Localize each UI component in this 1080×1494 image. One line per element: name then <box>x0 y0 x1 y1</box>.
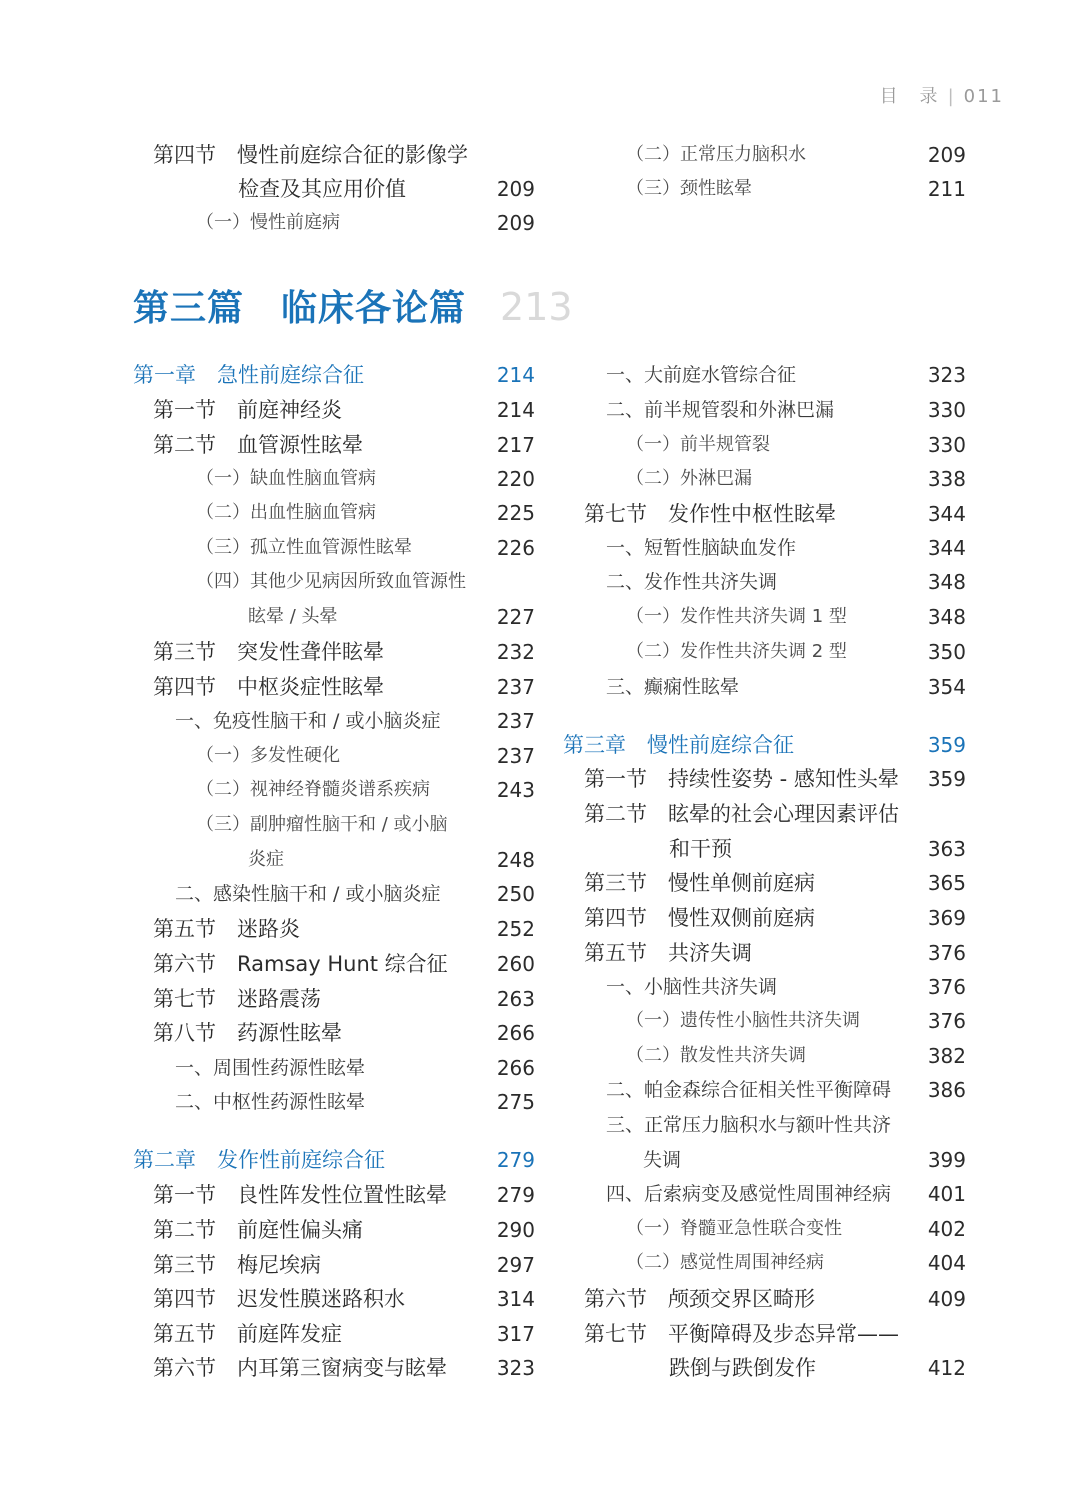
toc-entry-page: 344 <box>927 536 966 560</box>
toc-entry-title: 三、癫痫性眩晕 <box>606 676 740 698</box>
toc-entry-title: 第四节 慢性双侧前庭病 <box>584 906 815 930</box>
toc-entry-sub1 <box>606 567 966 597</box>
toc-entry-sub2 <box>626 140 966 170</box>
toc-entry-sub2 <box>248 602 535 632</box>
toc-entry-title: 炎症 <box>248 849 284 870</box>
toc-entry-section <box>153 395 535 425</box>
toc-entry-page: 354 <box>927 675 966 699</box>
toc-entry-title: 第六节 Ramsay Hunt 综合征 <box>153 952 448 976</box>
toc-entry-page: 220 <box>496 467 535 491</box>
toc-entry-page: 266 <box>496 1021 535 1045</box>
toc-entry-page: 279 <box>496 1148 535 1172</box>
toc-entry-title: （一）前半规管裂 <box>626 434 770 455</box>
toc-entry-title: 第三节 突发性聋伴眩晕 <box>153 640 384 664</box>
toc-entry-page: 252 <box>496 917 535 941</box>
toc-entry-page: 232 <box>496 640 535 664</box>
part-title: 第三篇 临床各论篇 <box>133 288 467 329</box>
toc-entry-title: 第一节 持续性姿势 - 感知性头晕 <box>584 767 899 791</box>
toc-entry-page: 317 <box>496 1322 535 1346</box>
toc-entry-title: 失调 <box>643 1149 682 1171</box>
toc-entry-sub2 <box>626 1214 966 1244</box>
toc-entry-sub1 <box>606 1075 966 1105</box>
toc-entry-title: 第七节 发作性中枢性眩晕 <box>584 502 836 526</box>
toc-entry-sub1 <box>606 533 966 563</box>
toc-entry-section <box>584 1284 966 1314</box>
toc-entry-page: 386 <box>927 1078 966 1102</box>
toc-entry-title: 第四节 慢性前庭综合征的影像学 <box>153 143 468 167</box>
toc-entry-sub2 <box>196 810 535 840</box>
toc-entry-title: 第五节 共济失调 <box>584 941 752 965</box>
toc-entry-title: 检查及其应用价值 <box>238 177 406 201</box>
toc-entry-sub2 <box>626 1006 966 1036</box>
toc-entry-title: 第二节 血管源性眩晕 <box>153 433 363 457</box>
toc-entry-page: 402 <box>927 1217 966 1241</box>
toc-entry-chapter <box>133 1145 535 1175</box>
toc-entry-page: 297 <box>496 1253 535 1277</box>
toc-entry-section <box>153 672 535 702</box>
toc-entry-sub1 <box>175 1053 535 1083</box>
toc-entry-title: 一、大前庭水管综合征 <box>606 364 797 386</box>
toc-entry-title: 二、前半规管裂和外淋巴漏 <box>606 399 835 421</box>
toc-entry-sub2 <box>196 533 535 563</box>
toc-entry-title: （三）孤立性血管源性眩晕 <box>196 537 412 558</box>
toc-entry-section <box>584 868 966 898</box>
toc-entry-title: （四）其他少见病因所致血管源性 <box>196 571 466 592</box>
toc-entry-sub2 <box>196 498 535 528</box>
toc-entry-section <box>584 1319 966 1349</box>
toc-entry-title: （二）正常压力脑积水 <box>626 144 806 165</box>
toc-entry-sub1 <box>175 706 535 736</box>
toc-entry-chapter <box>133 360 535 390</box>
toc-entry-title: （一）发作性共济失调 1 型 <box>626 606 847 627</box>
toc-entry-page: 382 <box>927 1044 966 1068</box>
toc-entry-section <box>584 799 966 829</box>
toc-entry-title: 第一章 急性前庭综合征 <box>133 363 364 387</box>
toc-entry-sub2 <box>626 637 966 667</box>
toc-entry-sub1 <box>606 395 966 425</box>
toc-entry-section <box>584 764 966 794</box>
toc-entry-section <box>153 637 535 667</box>
toc-entry-section <box>584 938 966 968</box>
toc-entry-page: 404 <box>927 1251 966 1275</box>
toc-entry-title: 和干预 <box>669 837 732 861</box>
toc-entry-page: 359 <box>927 733 966 757</box>
toc-entry-title: 一、周围性药源性眩晕 <box>175 1057 366 1079</box>
toc-entry-title: 第四节 迟发性膜迷路积水 <box>153 1287 405 1311</box>
toc-entry-section <box>153 1319 535 1349</box>
toc-entry-page: 344 <box>927 502 966 526</box>
toc-entry-page: 209 <box>496 177 535 201</box>
toc-entry-sub1 <box>606 1179 966 1209</box>
toc-entry-section <box>153 949 535 979</box>
toc-entry-page: 263 <box>496 987 535 1011</box>
running-header <box>880 82 1004 108</box>
toc-entry-title: （二）感觉性周围神经病 <box>626 1252 824 1273</box>
toc-entry-title: 二、帕金森综合征相关性平衡障碍 <box>606 1079 892 1101</box>
toc-entry-title: （二）散发性共济失调 <box>626 1045 806 1066</box>
toc-entry-title: 一、小脑性共济失调 <box>606 976 778 998</box>
toc-entry-sub2 <box>626 174 966 204</box>
toc-entry-page: 363 <box>927 837 966 861</box>
toc-entry-title: 第三节 梅尼埃病 <box>153 1253 321 1277</box>
toc-entry-page: 237 <box>496 744 535 768</box>
toc-entry-title: （一）慢性前庭病 <box>196 212 340 233</box>
toc-entry-title: （一）多发性硬化 <box>196 745 340 766</box>
toc-entry-section <box>153 1353 535 1383</box>
toc-entry-sub2 <box>196 567 535 597</box>
toc-entry-title: 第六节 颅颈交界区畸形 <box>584 1287 815 1311</box>
toc-entry-sub1 <box>175 879 535 909</box>
toc-entry-page: 279 <box>496 1183 535 1207</box>
toc-entry-page: 214 <box>496 363 535 387</box>
toc-entry-section <box>669 834 966 864</box>
toc-entry-page: 338 <box>927 467 966 491</box>
toc-entry-sub2 <box>196 208 535 238</box>
toc-entry-page: 237 <box>496 709 535 733</box>
toc-entry-title: （一）脊髓亚急性联合变性 <box>626 1218 842 1239</box>
toc-entry-section <box>669 1353 966 1383</box>
toc-entry-page: 376 <box>927 941 966 965</box>
toc-entry-page: 260 <box>496 952 535 976</box>
toc-entry-sub2 <box>248 845 535 875</box>
toc-entry-section <box>584 903 966 933</box>
toc-entry-sub2 <box>626 1041 966 1071</box>
toc-entry-page: 227 <box>496 605 535 629</box>
toc-entry-sub2 <box>626 464 966 494</box>
toc-entry-title: 第七节 迷路震荡 <box>153 987 321 1011</box>
toc-entry-title: （一）缺血性脑血管病 <box>196 468 376 489</box>
toc-entry-sub1 <box>606 360 966 390</box>
toc-entry-section <box>238 174 535 204</box>
toc-entry-title: 第二章 发作性前庭综合征 <box>133 1148 385 1172</box>
toc-entry-title: 第八节 药源性眩晕 <box>153 1021 342 1045</box>
toc-entry-sub2 <box>196 741 535 771</box>
toc-entry-page: 314 <box>496 1287 535 1311</box>
toc-entry-page: 226 <box>496 536 535 560</box>
toc-entry-section <box>153 1250 535 1280</box>
toc-entry-title: 眩晕 / 头晕 <box>248 606 338 627</box>
toc-entry-sub1 <box>175 1087 535 1117</box>
toc-entry-page: 365 <box>927 871 966 895</box>
toc-entry-title: （二）视神经脊髓炎谱系疾病 <box>196 779 430 800</box>
part-page: 213 <box>500 285 573 329</box>
toc-entry-title: 二、发作性共济失调 <box>606 571 778 593</box>
toc-entry-page: 290 <box>496 1218 535 1242</box>
toc-entry-title: 第一节 前庭神经炎 <box>153 398 342 422</box>
toc-entry-page: 350 <box>927 640 966 664</box>
toc-entry-page: 209 <box>496 211 535 235</box>
toc-entry-page: 399 <box>927 1148 966 1172</box>
toc-entry-title: 第二节 前庭性偏头痛 <box>153 1218 363 1242</box>
toc-entry-page: 248 <box>496 848 535 872</box>
toc-entry-title: 一、短暂性脑缺血发作 <box>606 537 797 559</box>
toc-entry-page: 214 <box>496 398 535 422</box>
toc-entry-title: 三、正常压力脑积水与额叶性共济 <box>606 1114 892 1136</box>
toc-entry-title: 第四节 中枢炎症性眩晕 <box>153 675 384 699</box>
toc-entry-title: 二、感染性脑干和 / 或小脑炎症 <box>175 883 441 905</box>
toc-entry-title: （二）外淋巴漏 <box>626 468 752 489</box>
toc-entry-section <box>153 1180 535 1210</box>
toc-entry-title: 跌倒与跌倒发作 <box>669 1356 816 1380</box>
toc-entry-title: （一）遗传性小脑性共济失调 <box>626 1010 860 1031</box>
toc-entry-page: 323 <box>927 363 966 387</box>
toc-entry-sub1 <box>606 672 966 702</box>
toc-entry-title: （三）副肿瘤性脑干和 / 或小脑 <box>196 814 448 835</box>
toc-entry-section <box>153 430 535 460</box>
toc-entry-sub2 <box>196 464 535 494</box>
toc-entry-section <box>584 499 966 529</box>
toc-entry-page: 237 <box>496 675 535 699</box>
toc-entry-page: 412 <box>927 1356 966 1380</box>
toc-entry-title: 第二节 眩晕的社会心理因素评估 <box>584 802 899 826</box>
toc-entry-title: （二）出血性脑血管病 <box>196 502 376 523</box>
toc-entry-title: 第七节 平衡障碍及步态异常—— <box>584 1322 899 1346</box>
toc-entry-section <box>153 1215 535 1245</box>
toc-entry-page: 243 <box>496 778 535 802</box>
toc-entry-title: （三）颈性眩晕 <box>626 178 752 199</box>
toc-entry-sub2 <box>196 775 535 805</box>
toc-entry-title: 二、中枢性药源性眩晕 <box>175 1091 366 1113</box>
toc-entry-page: 348 <box>927 605 966 629</box>
header-title: 目 录 <box>879 86 940 107</box>
toc-entry-sub2 <box>626 1248 966 1278</box>
toc-entry-title: 第一节 良性阵发性位置性眩晕 <box>153 1183 447 1207</box>
toc-entry-sub1 <box>606 1110 966 1140</box>
toc-entry-page: 275 <box>496 1090 535 1114</box>
toc-entry-page: 266 <box>496 1056 535 1080</box>
toc-entry-title: 第三节 慢性单侧前庭病 <box>584 871 815 895</box>
toc-entry-page: 376 <box>927 975 966 999</box>
toc-entry-section <box>153 1284 535 1314</box>
toc-entry-page: 369 <box>927 906 966 930</box>
toc-entry-page: 217 <box>496 433 535 457</box>
toc-entry-section <box>153 140 535 170</box>
toc-entry-page: 401 <box>927 1182 966 1206</box>
toc-entry-section <box>153 1018 535 1048</box>
toc-entry-section <box>153 984 535 1014</box>
toc-entry-title: 第五节 前庭阵发症 <box>153 1322 342 1346</box>
toc-entry-chapter <box>563 730 966 760</box>
header-separator: | <box>947 86 956 107</box>
toc-entry-sub1 <box>606 972 966 1002</box>
toc-entry-title: 第三章 慢性前庭综合征 <box>563 733 794 757</box>
toc-entry-page: 330 <box>927 398 966 422</box>
toc-entry-page: 323 <box>496 1356 535 1380</box>
toc-entry-sub1 <box>643 1145 966 1175</box>
toc-entry-page: 376 <box>927 1009 966 1033</box>
toc-entry-title: 一、免疫性脑干和 / 或小脑炎症 <box>175 710 441 732</box>
toc-entry-title: 四、后索病变及感觉性周围神经病 <box>606 1183 892 1205</box>
part-heading <box>133 280 573 328</box>
toc-entry-page: 409 <box>927 1287 966 1311</box>
toc-entry-sub2 <box>626 430 966 460</box>
toc-entry-section <box>153 914 535 944</box>
toc-entry-page: 348 <box>927 570 966 594</box>
header-page-number: 011 <box>963 86 1004 107</box>
toc-entry-title: 第六节 内耳第三窗病变与眩晕 <box>153 1356 447 1380</box>
toc-entry-page: 211 <box>927 177 966 201</box>
toc-entry-sub2 <box>626 602 966 632</box>
toc-entry-title: （二）发作性共济失调 2 型 <box>626 641 847 662</box>
toc-entry-page: 225 <box>496 501 535 525</box>
toc-entry-page: 330 <box>927 433 966 457</box>
toc-entry-page: 250 <box>496 882 535 906</box>
toc-entry-title: 第五节 迷路炎 <box>153 917 300 941</box>
toc-entry-page: 209 <box>927 143 966 167</box>
toc-entry-page: 359 <box>927 767 966 791</box>
